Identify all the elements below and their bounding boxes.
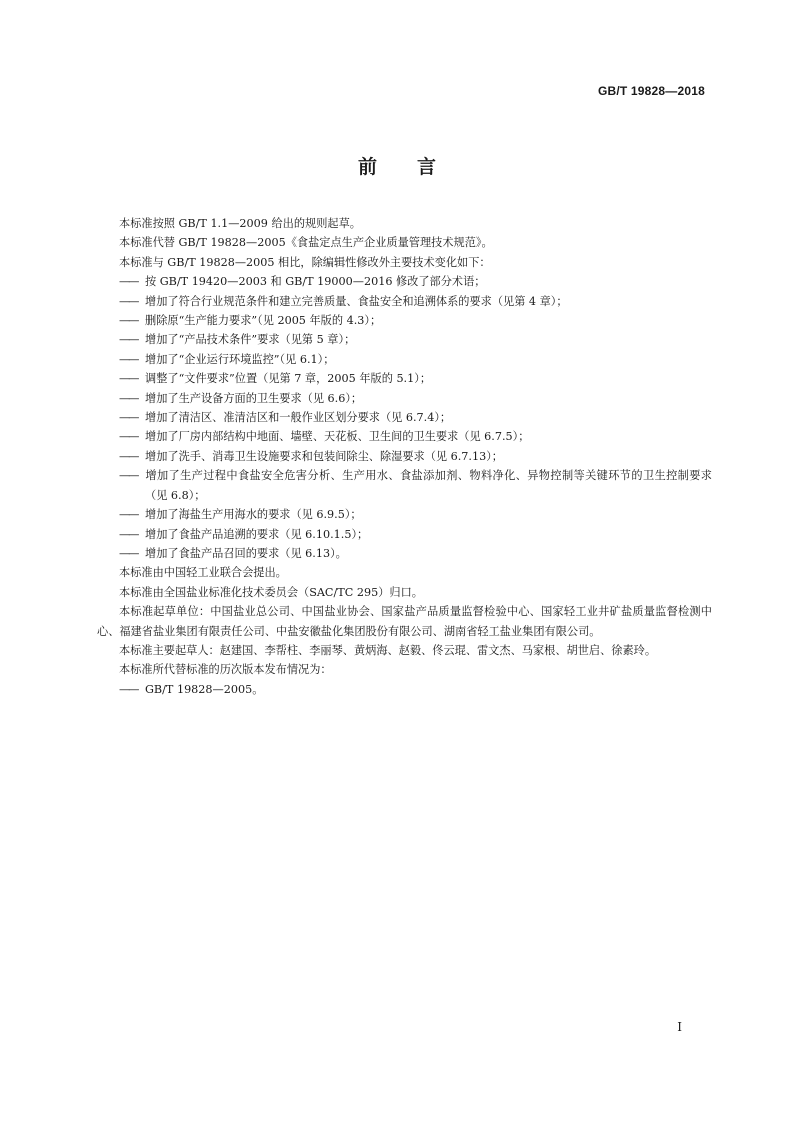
paragraph: 本标准所代替标准的历次版本发布情况为： (119, 663, 332, 677)
list-item (97, 389, 712, 408)
dash-marker: —— (119, 430, 138, 444)
paragraph: 本标准由中国轻工业联合会提出。 (119, 566, 287, 580)
list-item-text: 增加了海盐生产用海水的要求（见 6.9.5）； (145, 508, 362, 522)
page-title: 前言 (357, 156, 476, 178)
paragraph: 本标准与 GB/T 19828—2005 相比，除编辑性修改外主要技术变化如下： (119, 255, 491, 269)
dash-marker: —— (119, 372, 138, 386)
list-item (97, 525, 712, 544)
history-list (97, 680, 712, 699)
list-item (97, 350, 712, 369)
list-item-text: 增加了“产品技术条件”要求（见第 5 章）； (145, 333, 356, 347)
list-item-text: 增加了生产过程中食盐安全危害分析、生产用水、食盐添加剂、物料净化、异物控制等关键环节的卫生控制要求（见 6.8）； (145, 469, 712, 502)
standard-code: GB/T 19828—2018 (597, 84, 705, 98)
list-item (97, 544, 712, 563)
list-item (97, 427, 712, 446)
paragraph: 本标准代替 GB/T 19828—2005《食盐定点生产企业质量管理技术规范》。 (119, 236, 493, 250)
dash-marker: —— (119, 682, 138, 696)
list-item (97, 292, 712, 311)
list-item-text: 增加了洗手、消毒卫生设施要求和包装间除尘、除湿要求（见 6.7.13）； (145, 449, 503, 463)
dash-marker: —— (119, 449, 138, 463)
list-item (97, 408, 712, 427)
dash-marker: —— (119, 294, 138, 308)
list-item-text: 增加了符合行业规范条件和建立完善质量、食盐安全和追溯体系的要求（见第 4 章）； (145, 294, 568, 308)
list-item (97, 369, 712, 388)
list-item-text: 增加了清洁区、准清洁区和一般作业区划分要求（见 6.7.4）； (145, 411, 452, 425)
paragraph: 本标准按照 GB/T 1.1—2009 给出的规则起草。 (119, 217, 361, 230)
dash-marker: —— (119, 333, 138, 347)
paragraph: 本标准由全国盐业标准化技术委员会（SAC/TC 295）归口。 (119, 585, 423, 599)
list-item-text: 增加了食盐产品召回的要求（见 6.13）。 (145, 546, 347, 560)
changes-list (97, 272, 712, 563)
dash-marker: —— (119, 391, 138, 405)
list-item-text: 增加了食盐产品追溯的要求（见 6.10.1.5）； (145, 527, 369, 541)
list-item-text: GB/T 19828—2005。 (145, 682, 264, 696)
list-item-text: 增加了厂房内部结构中地面、墙壁、天花板、卫生间的卫生要求（见 6.7.5）； (145, 430, 530, 444)
dash-marker: —— (119, 469, 138, 483)
page-number: I (677, 1020, 682, 1034)
list-item-text: 增加了生产设备方面的卫生要求（见 6.6）； (145, 391, 363, 405)
dash-marker: —— (119, 314, 138, 328)
list-item (97, 505, 712, 524)
dash-marker: —— (119, 508, 138, 522)
dash-marker: —— (119, 527, 138, 541)
dash-marker: —— (119, 411, 138, 425)
list-item (97, 447, 712, 466)
list-item (97, 330, 712, 349)
list-item-text: 删除原“生产能力要求”（见 2005 年版的 4.3）； (145, 314, 382, 328)
dash-marker: —— (119, 546, 138, 560)
dash-marker: —— (119, 352, 138, 366)
list-item (97, 680, 712, 699)
list-item-text: 调整了“文件要求”位置（见第 7 章，2005 年版的 5.1）； (145, 372, 432, 386)
list-item-text: 增加了“企业运行环境监控”（见 6.1）； (145, 352, 335, 366)
list-item (97, 311, 712, 330)
list-item (97, 466, 712, 505)
list-item (97, 272, 712, 291)
paragraph: 本标准起草单位：中国盐业总公司、中国盐业协会、国家盐产品质量监督检验中心、国家轻工业井矿盐质量监督检测中心、福建省盐业集团有限责任公司、中盐安徽盐化集团股份有限公司、湖南省轻工盐业集团有限公司。 (97, 605, 712, 638)
paragraph: 本标准主要起草人：赵建国、李帮柱、李丽琴、黄炳海、赵毅、佟云琨、雷文杰、马家根、胡世启、徐素玲。 (119, 643, 657, 657)
list-item-text: 按 GB/T 19420—2003 和 GB/T 19000—2016 修改了部分术语； (145, 275, 486, 289)
dash-marker: —— (119, 275, 138, 289)
foreword-body (97, 214, 712, 699)
